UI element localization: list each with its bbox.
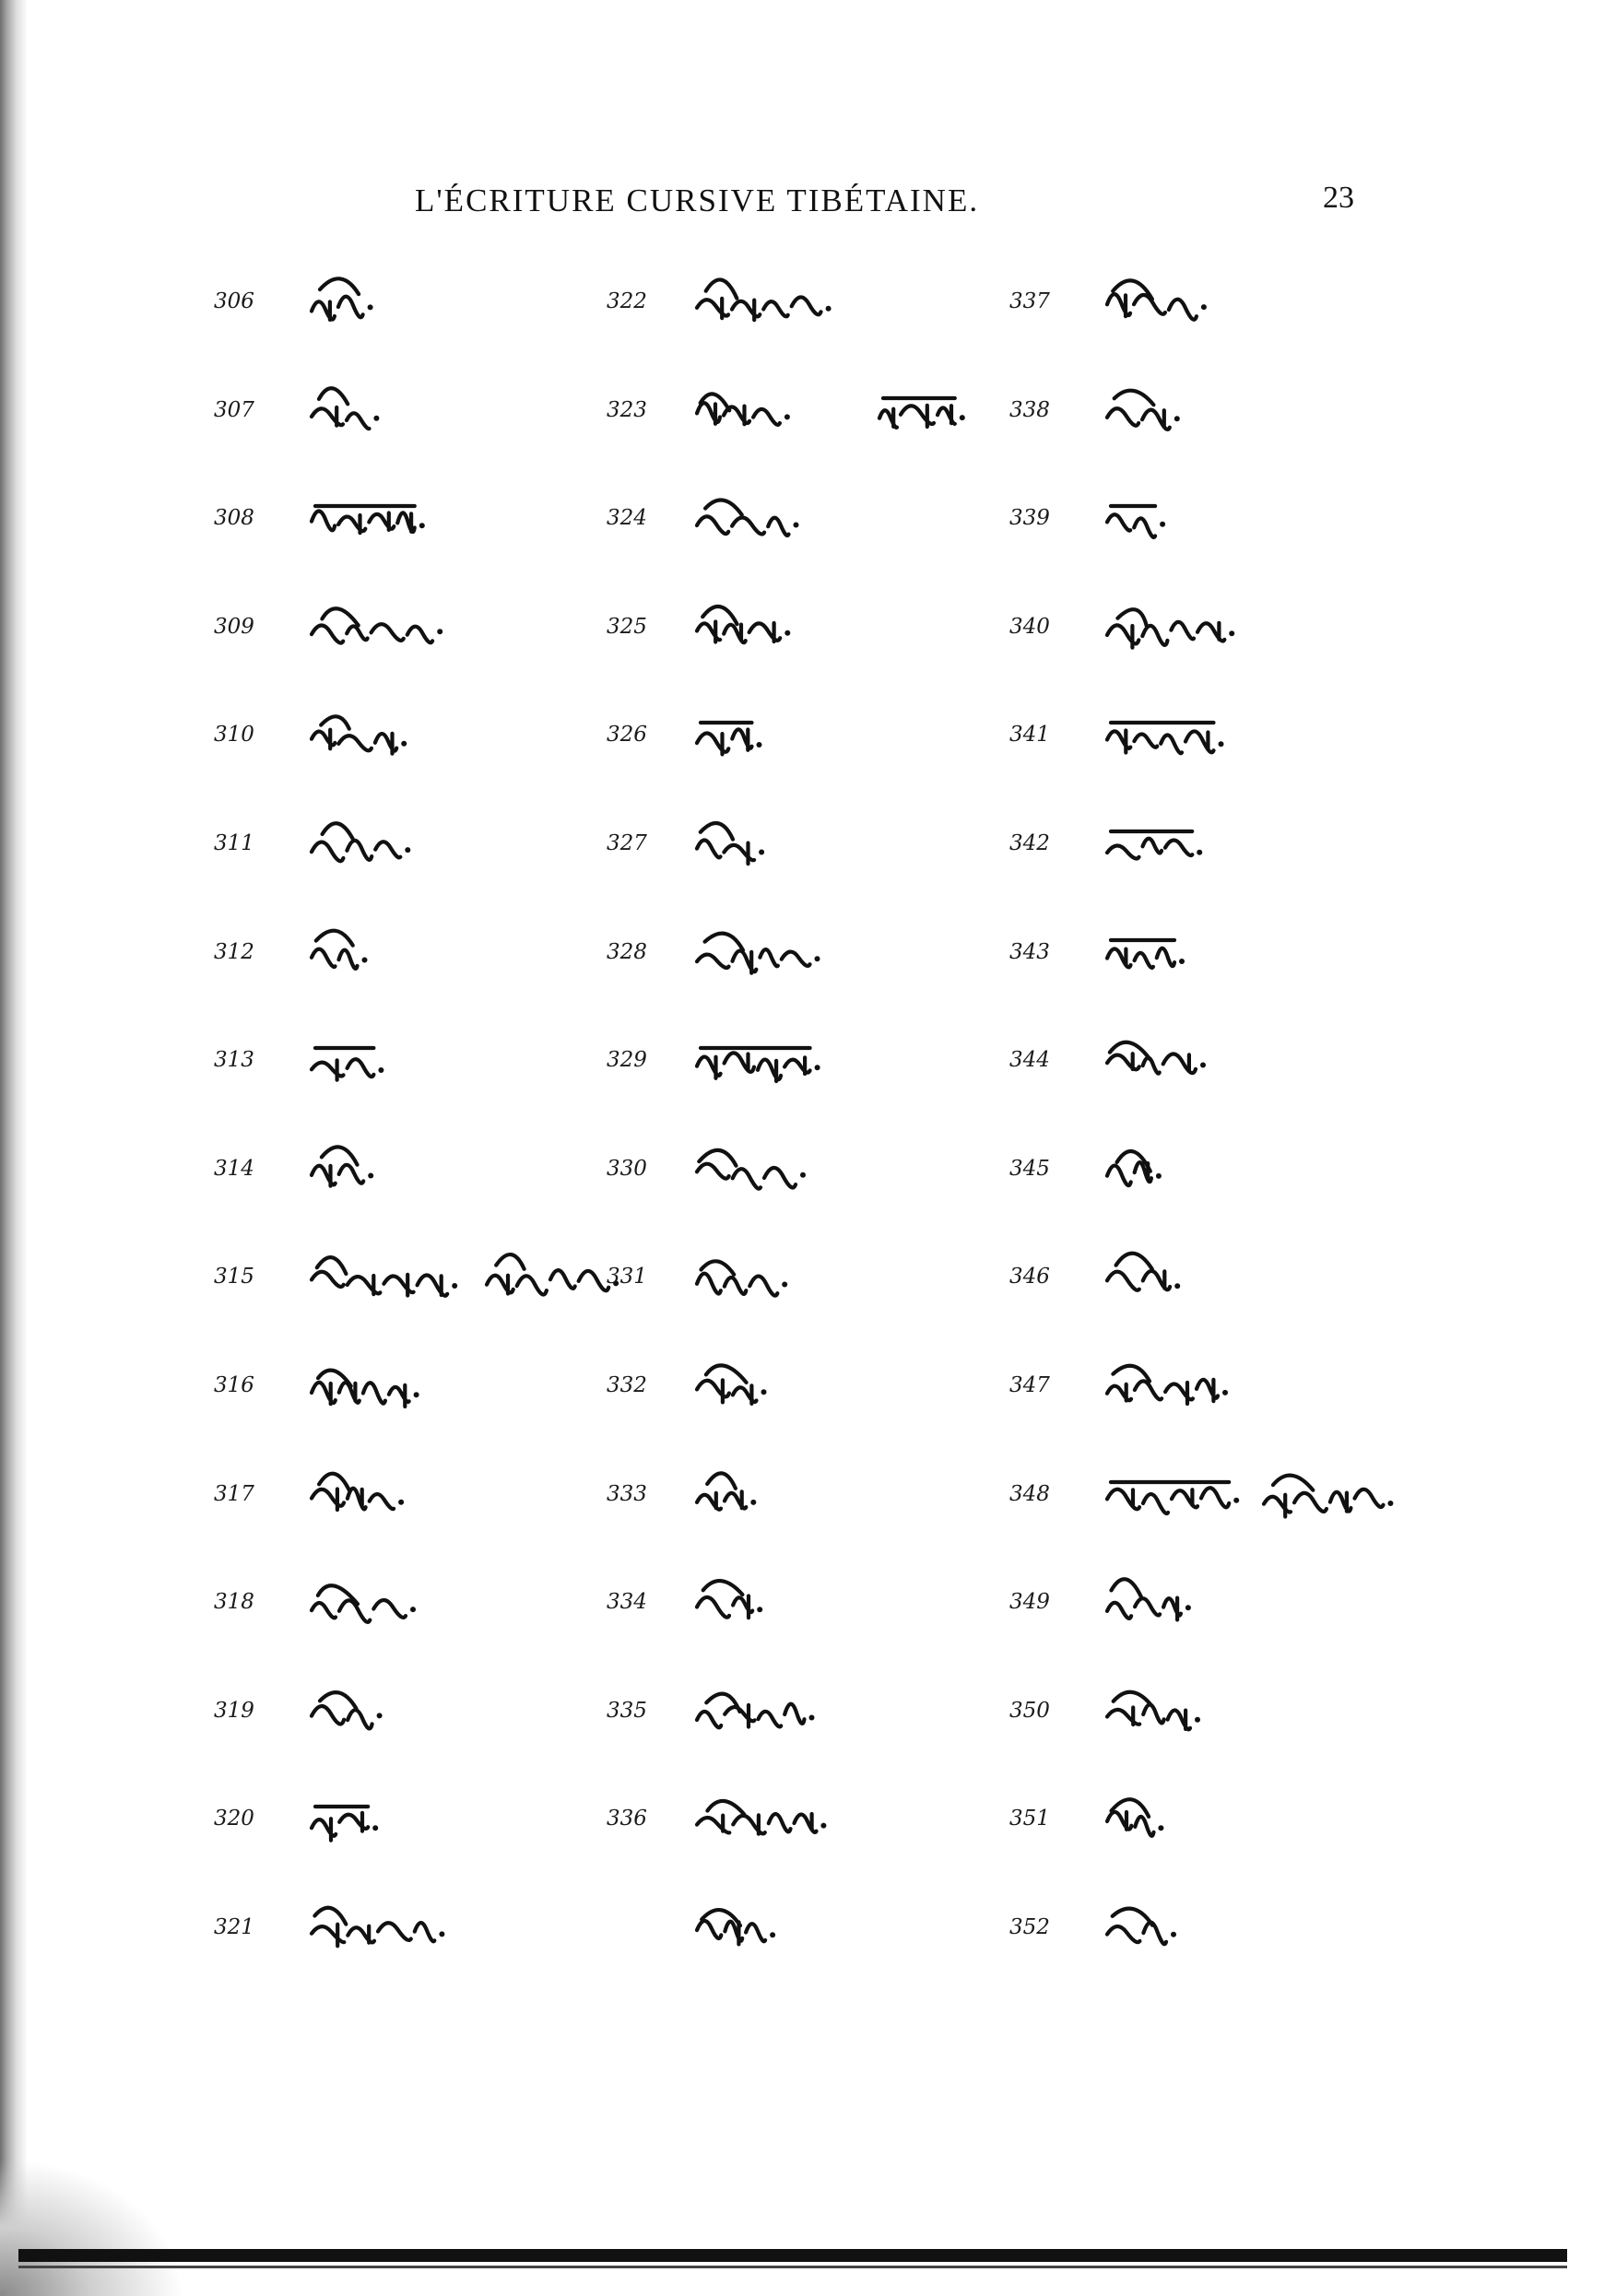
entry-number: 311 [214,831,254,855]
entry-number: 310 [214,723,254,748]
entry-number: 329 [607,1048,647,1073]
entry-number: 346 [1009,1265,1050,1289]
tibetan-glyph-icon [306,1786,407,1842]
tibetan-glyph-icon [306,702,413,758]
entry-number: 320 [214,1807,254,1831]
tibetan-glyph-icon [1258,1462,1399,1517]
entry-number: 339 [1009,506,1050,531]
entry-number: 331 [607,1265,647,1289]
tibetan-glyph-icon [1102,378,1203,433]
tibetan-glyph-icon [691,1028,827,1083]
tibetan-glyph-icon [1102,1895,1203,1950]
tibetan-glyph-icon [1102,1678,1207,1734]
tibetan-glyph-icon [1102,811,1209,866]
page-title: L'ÉCRITURE CURSIVE TIBÉTAINE. [415,183,980,218]
bottom-rule [18,2249,1567,2262]
tibetan-glyph-icon [691,920,826,975]
tibetan-glyph-icon [306,1462,410,1517]
tibetan-glyph-icon [306,811,417,866]
entry-number: 308 [214,506,254,531]
entry-number: 315 [214,1265,254,1289]
tibetan-glyph-icon [691,1462,793,1517]
tibetan-glyph-icon [691,486,806,541]
tibetan-glyph-icon [306,920,407,975]
tibetan-glyph-icon [1102,1028,1212,1083]
bottom-rule-thin [18,2266,1567,2268]
tibetan-glyph-icon [1102,920,1203,975]
entry-number: 344 [1009,1048,1050,1073]
entry-number: 314 [214,1156,254,1181]
entry-number: 306 [214,289,254,313]
entry-number: 316 [214,1373,254,1397]
tibetan-glyph-icon [691,702,793,758]
entry-number: 327 [607,831,647,855]
entry-number: 345 [1009,1156,1050,1181]
tibetan-glyph-icon [874,378,975,433]
tibetan-glyph-icon [691,1136,812,1192]
entry-number: 330 [607,1156,647,1181]
entry-number: 307 [214,397,254,422]
entry-number: 349 [1009,1590,1050,1615]
tibetan-glyph-icon [1102,486,1203,541]
entry-number: 317 [214,1481,254,1506]
entry-number: 348 [1009,1481,1050,1506]
page-number: 23 [1323,181,1354,215]
tibetan-glyph-icon [1102,1353,1234,1408]
entry-number: 336 [607,1807,647,1831]
tibetan-glyph-icon [306,1895,451,1950]
entry-number: 325 [607,614,647,639]
tibetan-glyph-icon [481,1244,625,1300]
tibetan-glyph-icon [691,595,796,650]
tibetan-glyph-icon [691,1570,793,1625]
entry-number: 342 [1009,831,1050,855]
entry-number: 337 [1009,289,1050,313]
tibetan-glyph-icon [306,595,449,650]
tibetan-glyph-icon [1102,702,1230,758]
tibetan-glyph-icon [691,1786,832,1842]
entry-number: 351 [1009,1807,1050,1831]
entry-number: 313 [214,1048,254,1073]
tibetan-glyph-icon [691,1895,793,1950]
tibetan-glyph-icon [691,1244,794,1300]
tibetan-glyph-icon [306,1136,407,1192]
entry-number: 312 [214,939,254,964]
tibetan-glyph-icon [691,1353,793,1408]
tibetan-glyph-icon [306,1028,407,1083]
entry-number: 333 [607,1481,647,1506]
tibetan-glyph-icon [691,269,838,324]
entry-number: 322 [607,289,647,313]
tibetan-glyph-icon [1102,1136,1203,1192]
entry-number: 326 [607,723,647,748]
tibetan-glyph-icon [1102,595,1241,650]
tibetan-glyph-icon [306,269,407,324]
tibetan-glyph-icon [691,378,796,433]
entry-number: 321 [214,1915,254,1939]
entry-number: 347 [1009,1373,1050,1397]
tibetan-glyph-icon [691,1678,821,1734]
entry-number: 341 [1009,723,1050,748]
tibetan-glyph-icon [1102,1570,1203,1625]
tibetan-glyph-icon [691,811,793,866]
entry-number: 334 [607,1590,647,1615]
entry-number: 332 [607,1373,647,1397]
tibetan-glyph-icon [1102,1462,1245,1517]
entry-number: 352 [1009,1915,1050,1939]
tibetan-glyph-icon [1102,1244,1203,1300]
tibetan-glyph-icon [306,1244,464,1300]
tibetan-glyph-icon [1102,1786,1203,1842]
entry-number: 309 [214,614,254,639]
entry-number: 324 [607,506,647,531]
scan-corner-shadow [0,2158,184,2296]
entry-number: 319 [214,1698,254,1723]
scan-edge-shadow [0,0,28,2296]
entry-number: 350 [1009,1698,1050,1723]
tibetan-glyph-icon [1102,269,1213,324]
tibetan-glyph-icon [306,486,431,541]
entry-number: 335 [607,1698,647,1723]
entry-number: 318 [214,1590,254,1615]
entry-number: 323 [607,397,647,422]
entry-number: 338 [1009,397,1050,422]
tibetan-glyph-icon [306,1570,422,1625]
tibetan-glyph-icon [306,1678,407,1734]
entry-number: 343 [1009,939,1050,964]
entry-number: 328 [607,939,647,964]
tibetan-glyph-icon [306,1353,426,1408]
tibetan-glyph-icon [306,378,407,433]
entry-number: 340 [1009,614,1050,639]
